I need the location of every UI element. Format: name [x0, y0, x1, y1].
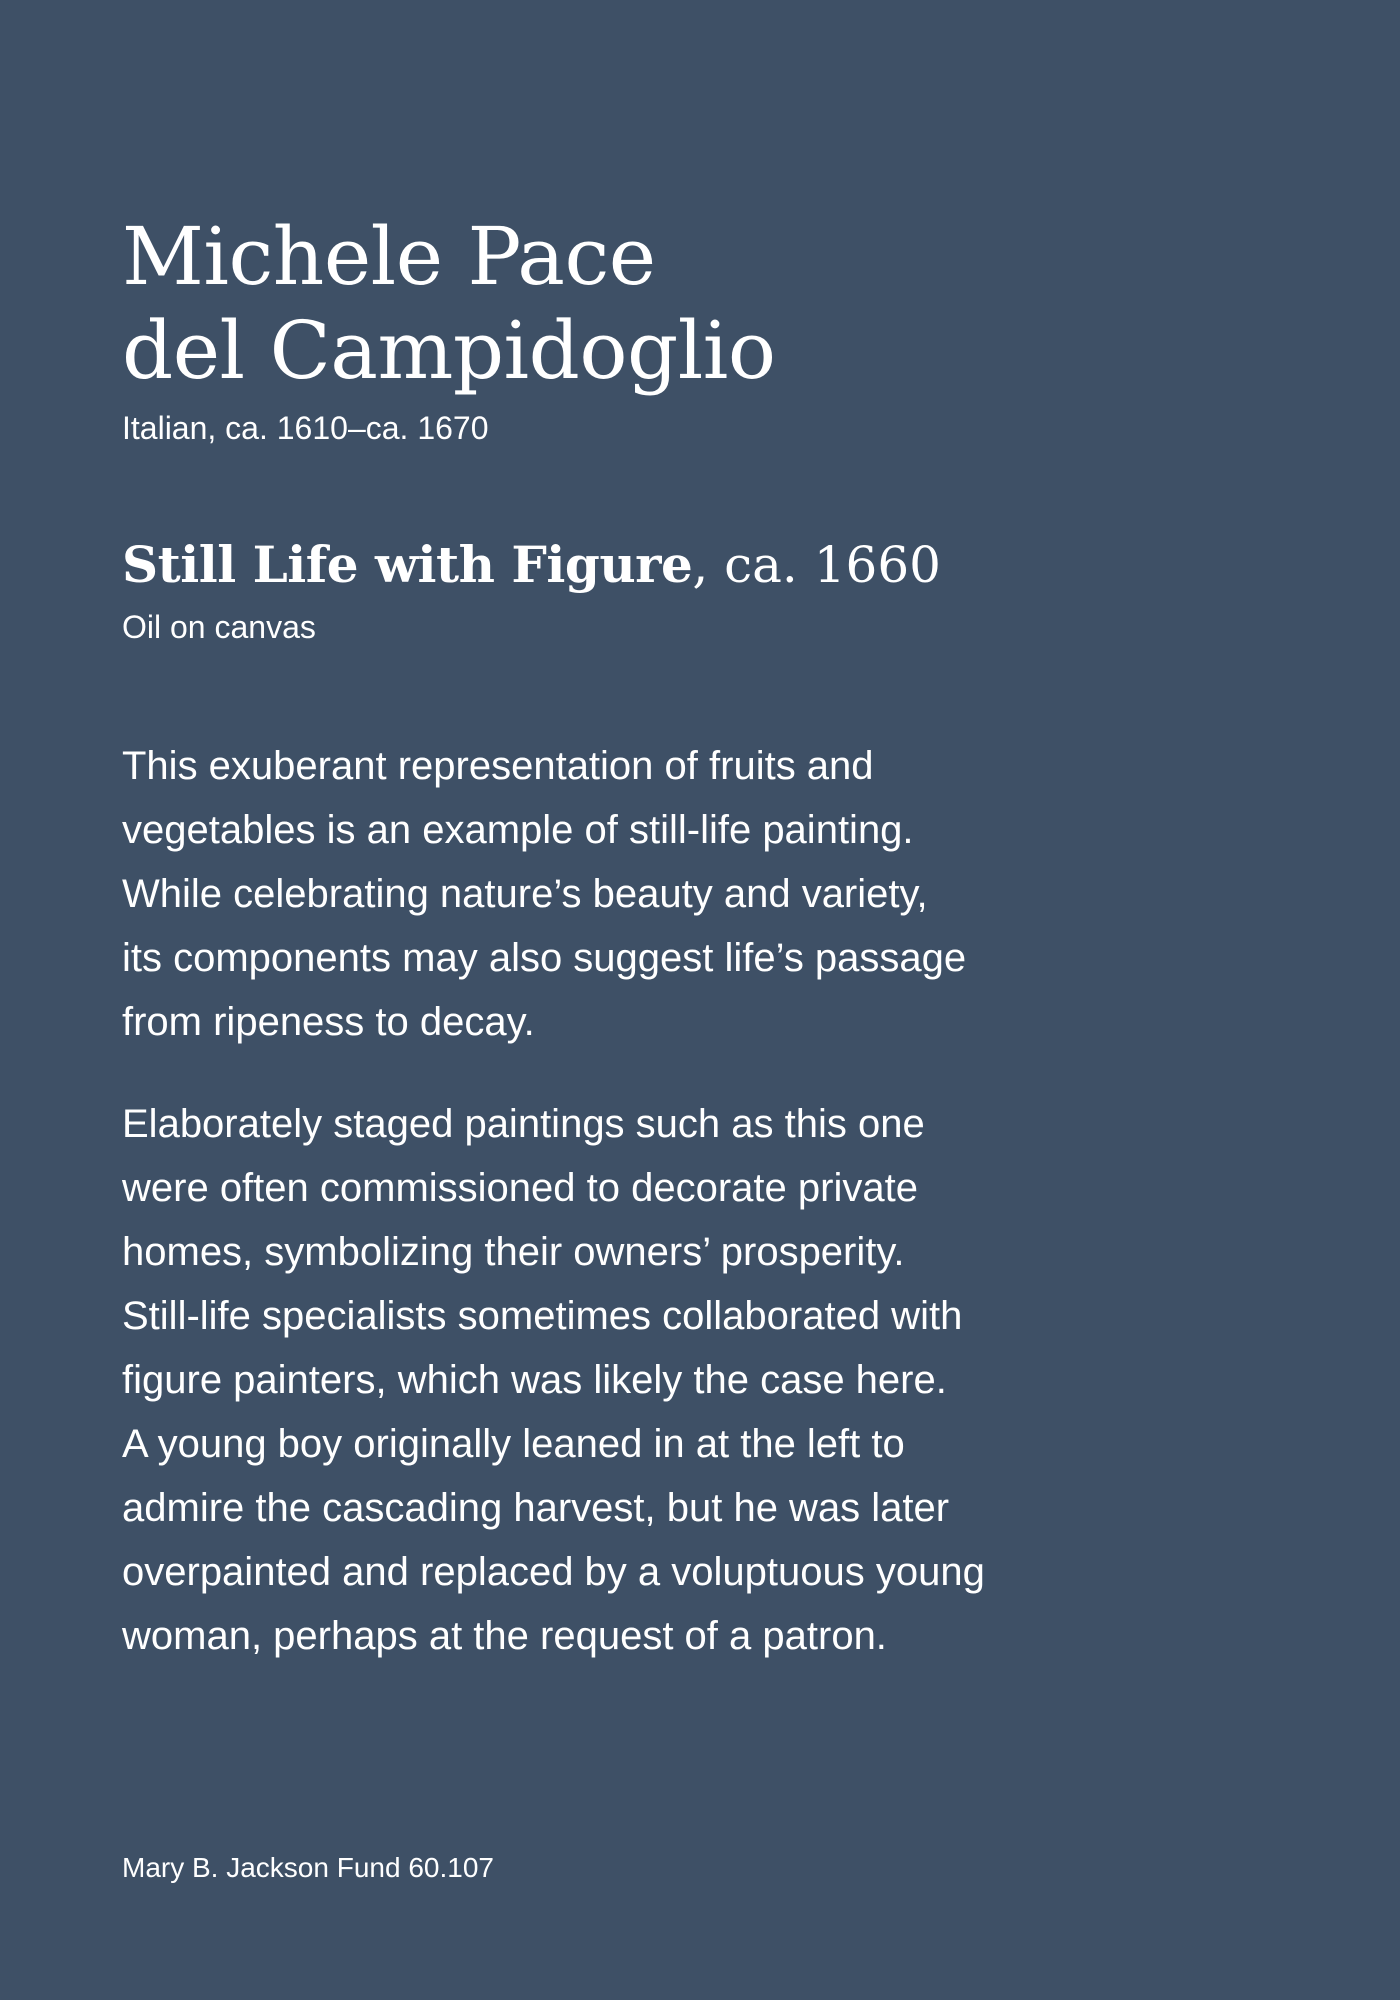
artist-name — [122, 210, 776, 398]
description-line: vegetables is an example of still-life painting. — [122, 808, 914, 852]
artwork-title: Still Life with Figure — [122, 535, 693, 594]
artwork-date: , ca. 1660 — [692, 536, 941, 594]
description-line: Still-life specialists sometimes collaborated with — [122, 1294, 963, 1338]
description-line: admire the cascading harvest, but he was later — [122, 1486, 950, 1530]
description-line: While celebrating nature’s beauty and variety, — [122, 872, 928, 916]
description-line: from ripeness to decay. — [122, 1000, 535, 1044]
description-line: its components may also suggest life’s passage — [122, 936, 967, 980]
artwork-medium: Oil on canvas — [122, 609, 316, 645]
description-line: homes, symbolizing their owners’ prosperity. — [122, 1230, 905, 1274]
credit-line: Mary B. Jackson Fund 60.107 — [122, 1852, 494, 1883]
description-paragraph — [122, 1092, 1122, 1668]
description-line: This exuberant representation of fruits and — [122, 744, 874, 788]
artist-name-line: del Campidoglio — [122, 304, 776, 397]
description-line: were often commissioned to decorate private — [122, 1166, 918, 1210]
description-line: Elaborately staged paintings such as this one — [122, 1102, 925, 1146]
artwork-heading — [122, 532, 941, 598]
artist-name-line: Michele Pace — [122, 210, 656, 303]
artist-nationality-dates: Italian, ca. 1610–ca. 1670 — [122, 410, 489, 446]
description-line: woman, perhaps at the request of a patron. — [122, 1614, 887, 1658]
description-line: figure painters, which was likely the case here. — [122, 1358, 947, 1402]
description-paragraph — [122, 734, 1122, 1054]
description-line: A young boy originally leaned in at the left to — [122, 1422, 905, 1466]
description-line: overpainted and replaced by a voluptuous young — [122, 1550, 985, 1594]
